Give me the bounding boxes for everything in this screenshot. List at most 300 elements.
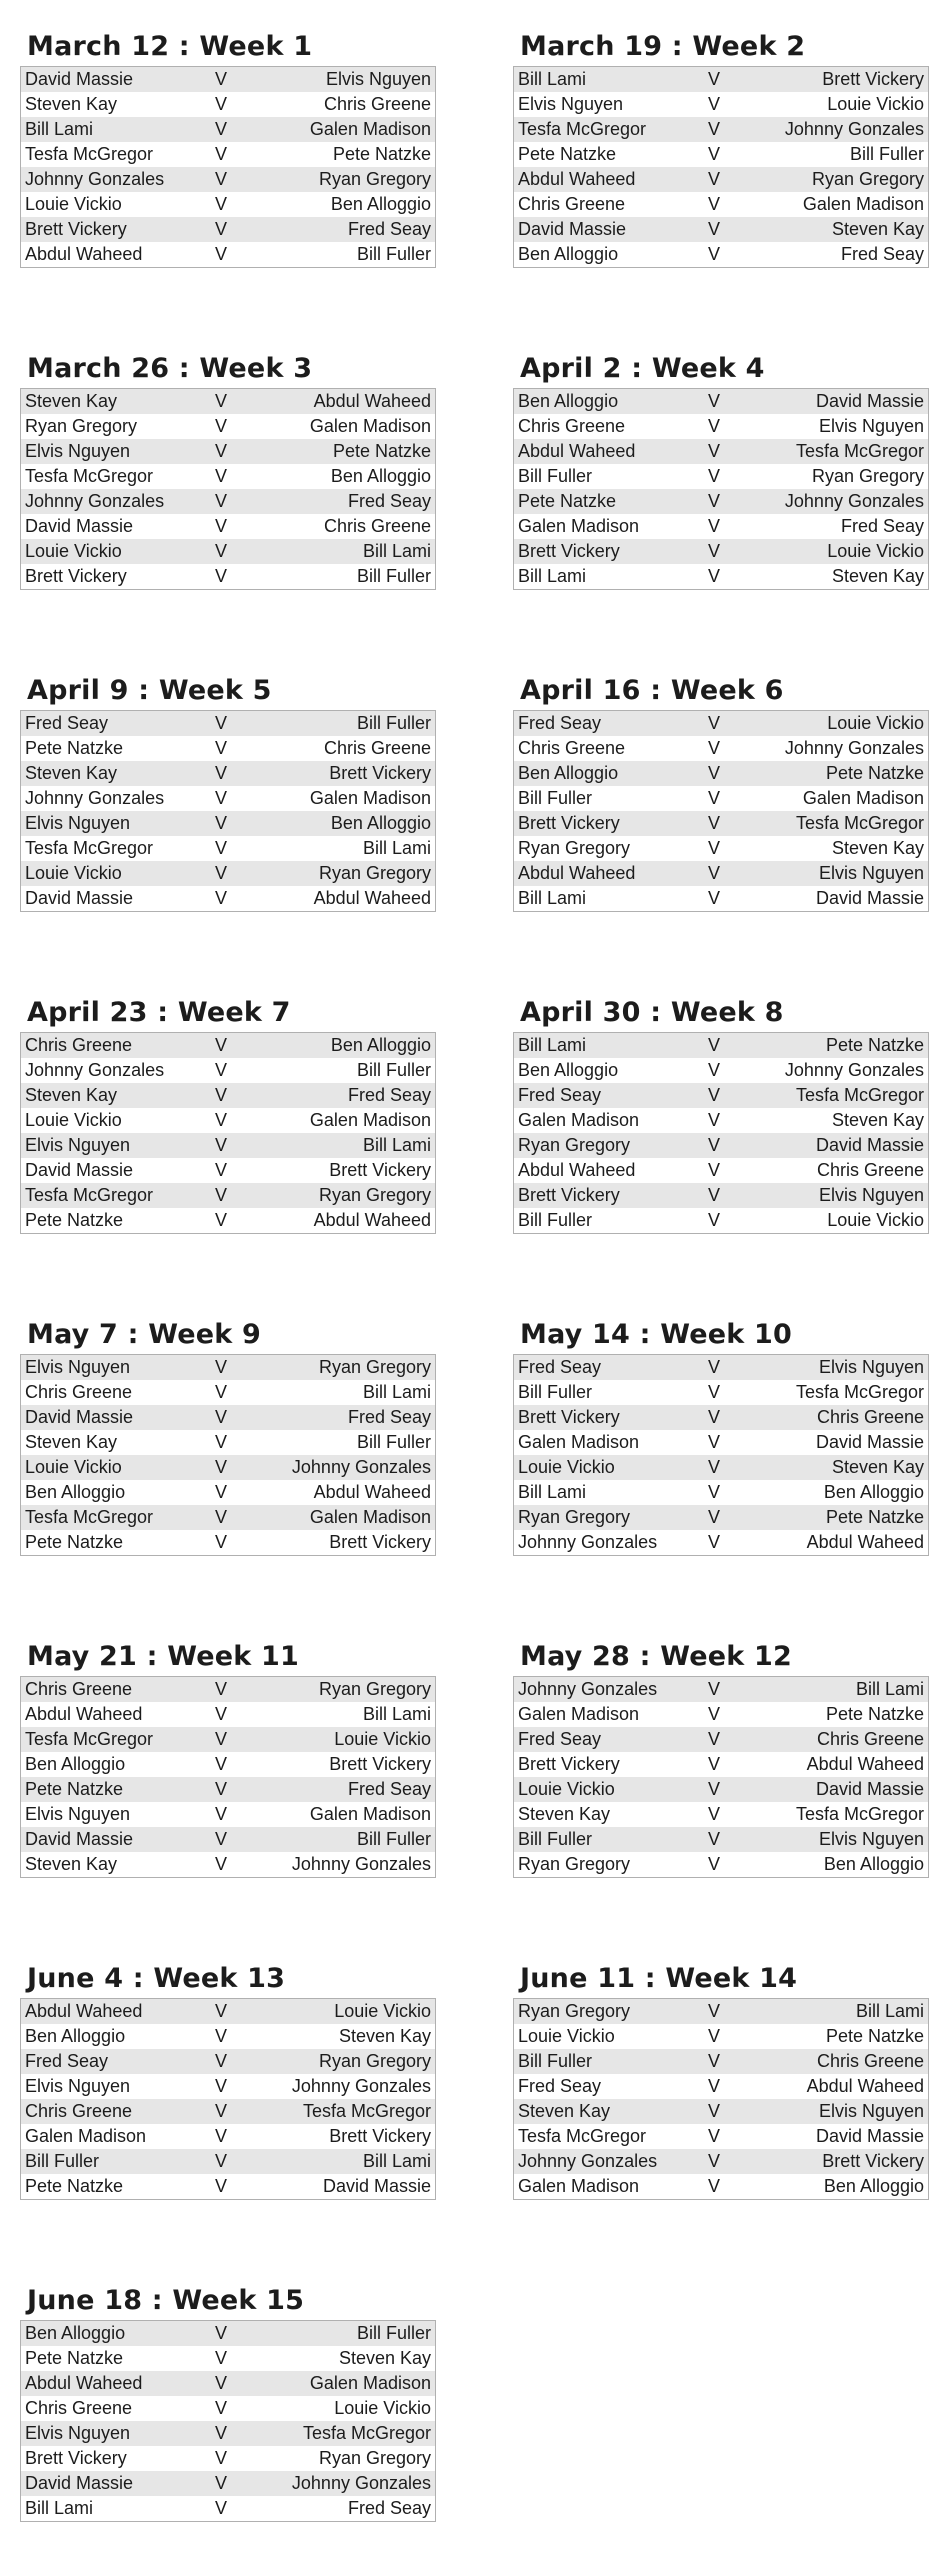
versus-marker: V	[193, 92, 249, 117]
versus-marker: V	[686, 1530, 742, 1556]
away-player: Steven Kay	[742, 564, 929, 590]
match-row	[514, 1355, 929, 1381]
away-player: Fred Seay	[742, 514, 929, 539]
match-row	[514, 2049, 929, 2074]
away-player: Ben Alloggio	[249, 1033, 436, 1059]
versus-marker: V	[686, 886, 742, 912]
away-player: Johnny Gonzales	[249, 2074, 436, 2099]
home-player: Tesfa McGregor	[21, 142, 194, 167]
home-player: Bill Fuller	[514, 1208, 687, 1234]
match-row	[514, 439, 929, 464]
away-player: Bill Fuller	[249, 564, 436, 590]
away-player: Ryan Gregory	[742, 167, 929, 192]
versus-marker: V	[686, 92, 742, 117]
match-row	[514, 167, 929, 192]
versus-marker: V	[686, 439, 742, 464]
away-player: Ryan Gregory	[249, 1355, 436, 1381]
away-player: Abdul Waheed	[249, 1480, 436, 1505]
versus-marker: V	[686, 117, 742, 142]
match-row	[514, 1727, 929, 1752]
versus-marker: V	[686, 1058, 742, 1083]
versus-marker: V	[193, 217, 249, 242]
versus-marker: V	[193, 2074, 249, 2099]
versus-marker: V	[686, 1480, 742, 1505]
match-row	[21, 1058, 436, 1083]
match-row	[21, 711, 436, 737]
match-row	[21, 1677, 436, 1703]
match-row	[21, 167, 436, 192]
versus-marker: V	[193, 2099, 249, 2124]
home-player: Ryan Gregory	[514, 1505, 687, 1530]
versus-marker: V	[193, 389, 249, 415]
match-row	[514, 1083, 929, 1108]
versus-marker: V	[193, 564, 249, 590]
versus-marker: V	[193, 67, 249, 93]
home-player: Fred Seay	[21, 711, 194, 737]
versus-marker: V	[686, 514, 742, 539]
away-player: Galen Madison	[742, 192, 929, 217]
versus-marker: V	[193, 1158, 249, 1183]
away-player: Johnny Gonzales	[742, 117, 929, 142]
match-row	[514, 736, 929, 761]
match-row	[514, 539, 929, 564]
home-player: David Massie	[21, 886, 194, 912]
away-player: Tesfa McGregor	[742, 1380, 929, 1405]
away-player: Abdul Waheed	[249, 389, 436, 415]
versus-marker: V	[193, 2174, 249, 2200]
away-player: Bill Fuller	[249, 242, 436, 268]
away-player: Pete Natzke	[742, 1505, 929, 1530]
away-player: David Massie	[742, 886, 929, 912]
versus-marker: V	[686, 142, 742, 167]
versus-marker: V	[193, 811, 249, 836]
away-player: Chris Greene	[249, 736, 436, 761]
away-player: David Massie	[742, 1777, 929, 1802]
away-player: Elvis Nguyen	[742, 1827, 929, 1852]
home-player: Ben Alloggio	[21, 1752, 194, 1777]
week-title: May 28 : Week 12	[520, 1641, 793, 1672]
away-player: Louie Vickio	[249, 2396, 436, 2421]
home-player: Johnny Gonzales	[21, 167, 194, 192]
home-player: Brett Vickery	[514, 1183, 687, 1208]
away-player: Ryan Gregory	[249, 1677, 436, 1703]
away-player: Pete Natzke	[249, 142, 436, 167]
versus-marker: V	[686, 217, 742, 242]
home-player: Galen Madison	[21, 2124, 194, 2149]
versus-marker: V	[686, 2174, 742, 2200]
away-player: Steven Kay	[249, 2346, 436, 2371]
versus-marker: V	[193, 2321, 249, 2347]
away-player: Louie Vickio	[742, 711, 929, 737]
home-player: Fred Seay	[514, 1083, 687, 1108]
match-row	[21, 2421, 436, 2446]
match-row	[514, 2174, 929, 2200]
versus-marker: V	[193, 1033, 249, 1059]
away-player: Johnny Gonzales	[249, 1455, 436, 1480]
versus-marker: V	[686, 1208, 742, 1234]
match-row	[514, 786, 929, 811]
away-player: Elvis Nguyen	[742, 861, 929, 886]
home-player: Brett Vickery	[514, 811, 687, 836]
versus-marker: V	[686, 1380, 742, 1405]
versus-marker: V	[686, 786, 742, 811]
home-player: David Massie	[21, 1827, 194, 1852]
match-row	[514, 67, 929, 93]
match-row	[514, 1677, 929, 1703]
match-row	[514, 514, 929, 539]
home-player: Ben Alloggio	[21, 2024, 194, 2049]
away-player: Chris Greene	[249, 514, 436, 539]
week-title: May 21 : Week 11	[27, 1641, 300, 1672]
away-player: Steven Kay	[742, 1108, 929, 1133]
home-player: David Massie	[21, 2471, 194, 2496]
match-row	[21, 1183, 436, 1208]
versus-marker: V	[193, 167, 249, 192]
versus-marker: V	[193, 886, 249, 912]
match-row	[514, 1802, 929, 1827]
home-player: Abdul Waheed	[514, 167, 687, 192]
away-player: Tesfa McGregor	[249, 2421, 436, 2446]
match-table	[513, 710, 929, 912]
away-player: Pete Natzke	[742, 1702, 929, 1727]
match-row	[21, 1355, 436, 1381]
match-row	[21, 1727, 436, 1752]
away-player: Johnny Gonzales	[742, 736, 929, 761]
week-title: April 23 : Week 7	[27, 997, 291, 1028]
home-player: Steven Kay	[21, 761, 194, 786]
match-row	[514, 92, 929, 117]
away-player: Ryan Gregory	[249, 2446, 436, 2471]
home-player: Tesfa McGregor	[21, 464, 194, 489]
away-player: Elvis Nguyen	[742, 1183, 929, 1208]
away-player: Galen Madison	[249, 117, 436, 142]
match-row	[21, 761, 436, 786]
match-row	[21, 117, 436, 142]
home-player: Johnny Gonzales	[514, 2149, 687, 2174]
match-row	[514, 1505, 929, 1530]
match-row	[514, 1033, 929, 1059]
away-player: Galen Madison	[742, 786, 929, 811]
home-player: Elvis Nguyen	[21, 1133, 194, 1158]
away-player: Bill Lami	[249, 1380, 436, 1405]
match-row	[514, 2099, 929, 2124]
home-player: Chris Greene	[21, 2396, 194, 2421]
match-row	[21, 1802, 436, 1827]
match-row	[21, 2396, 436, 2421]
home-player: Galen Madison	[514, 514, 687, 539]
versus-marker: V	[686, 861, 742, 886]
match-row	[21, 1530, 436, 1556]
versus-marker: V	[686, 1133, 742, 1158]
home-player: Bill Fuller	[514, 786, 687, 811]
versus-marker: V	[193, 786, 249, 811]
away-player: Galen Madison	[249, 1108, 436, 1133]
away-player: Louie Vickio	[249, 1727, 436, 1752]
home-player: Abdul Waheed	[514, 1158, 687, 1183]
away-player: Fred Seay	[249, 1405, 436, 1430]
home-player: Chris Greene	[514, 736, 687, 761]
match-row	[514, 192, 929, 217]
away-player: Tesfa McGregor	[742, 1802, 929, 1827]
home-player: Brett Vickery	[514, 539, 687, 564]
match-row	[21, 242, 436, 268]
versus-marker: V	[686, 67, 742, 93]
away-player: Chris Greene	[249, 92, 436, 117]
away-player: Galen Madison	[249, 414, 436, 439]
away-player: Bill Lami	[249, 1702, 436, 1727]
match-row	[514, 1380, 929, 1405]
versus-marker: V	[193, 2421, 249, 2446]
match-table	[513, 66, 929, 268]
away-player: Johnny Gonzales	[742, 1058, 929, 1083]
home-player: David Massie	[21, 1158, 194, 1183]
away-player: Tesfa McGregor	[742, 1083, 929, 1108]
home-player: Ryan Gregory	[514, 1133, 687, 1158]
away-player: Chris Greene	[742, 1405, 929, 1430]
week-title: May 14 : Week 10	[520, 1319, 793, 1350]
versus-marker: V	[193, 1777, 249, 1802]
away-player: Chris Greene	[742, 1727, 929, 1752]
versus-marker: V	[686, 811, 742, 836]
versus-marker: V	[686, 1827, 742, 1852]
home-player: Louie Vickio	[21, 1455, 194, 1480]
versus-marker: V	[686, 1355, 742, 1381]
match-table	[20, 710, 436, 912]
week-title: May 7 : Week 9	[27, 1319, 262, 1350]
match-row	[514, 1852, 929, 1878]
match-row	[21, 192, 436, 217]
match-row	[21, 564, 436, 590]
match-row	[514, 1455, 929, 1480]
versus-marker: V	[686, 2149, 742, 2174]
home-player: Steven Kay	[514, 2099, 687, 2124]
home-player: Bill Lami	[514, 67, 687, 93]
versus-marker: V	[193, 1677, 249, 1703]
away-player: Steven Kay	[742, 217, 929, 242]
versus-marker: V	[193, 1827, 249, 1852]
versus-marker: V	[686, 167, 742, 192]
match-row	[514, 389, 929, 415]
match-row	[21, 489, 436, 514]
versus-marker: V	[686, 1727, 742, 1752]
week-title: June 18 : Week 15	[27, 2285, 305, 2316]
home-player: Steven Kay	[21, 1430, 194, 1455]
away-player: Brett Vickery	[249, 2124, 436, 2149]
away-player: Fred Seay	[249, 2496, 436, 2522]
versus-marker: V	[193, 1702, 249, 1727]
match-row	[21, 389, 436, 415]
match-row	[514, 1827, 929, 1852]
home-player: David Massie	[21, 1405, 194, 1430]
versus-marker: V	[686, 736, 742, 761]
versus-marker: V	[193, 1058, 249, 1083]
versus-marker: V	[193, 464, 249, 489]
versus-marker: V	[193, 242, 249, 268]
match-row	[514, 1183, 929, 1208]
match-table	[20, 1676, 436, 1878]
week-title: March 26 : Week 3	[27, 353, 313, 384]
match-row	[21, 217, 436, 242]
away-player: Brett Vickery	[249, 761, 436, 786]
versus-marker: V	[686, 836, 742, 861]
match-row	[21, 2149, 436, 2174]
versus-marker: V	[686, 2124, 742, 2149]
home-player: Bill Lami	[514, 1033, 687, 1059]
match-row	[21, 92, 436, 117]
match-row	[514, 217, 929, 242]
match-table	[20, 66, 436, 268]
home-player: Galen Madison	[514, 1108, 687, 1133]
home-player: Bill Lami	[514, 1480, 687, 1505]
match-row	[21, 1480, 436, 1505]
match-row	[21, 1158, 436, 1183]
home-player: David Massie	[21, 514, 194, 539]
home-player: Ben Alloggio	[514, 761, 687, 786]
versus-marker: V	[193, 1802, 249, 1827]
match-row	[21, 1405, 436, 1430]
home-player: Chris Greene	[21, 1033, 194, 1059]
match-row	[21, 2124, 436, 2149]
home-player: Elvis Nguyen	[21, 811, 194, 836]
home-player: Fred Seay	[21, 2049, 194, 2074]
home-player: Galen Madison	[514, 2174, 687, 2200]
match-row	[21, 2049, 436, 2074]
home-player: Brett Vickery	[21, 217, 194, 242]
versus-marker: V	[686, 1108, 742, 1133]
week-title: April 2 : Week 4	[520, 353, 765, 384]
home-player: Brett Vickery	[514, 1752, 687, 1777]
home-player: Elvis Nguyen	[21, 1355, 194, 1381]
away-player: Ryan Gregory	[742, 464, 929, 489]
away-player: Ben Alloggio	[742, 1852, 929, 1878]
versus-marker: V	[193, 1430, 249, 1455]
versus-marker: V	[686, 1802, 742, 1827]
home-player: Louie Vickio	[514, 1455, 687, 1480]
versus-marker: V	[193, 142, 249, 167]
versus-marker: V	[686, 1430, 742, 1455]
home-player: Bill Fuller	[514, 2049, 687, 2074]
versus-marker: V	[193, 2346, 249, 2371]
versus-marker: V	[193, 1108, 249, 1133]
match-row	[514, 861, 929, 886]
home-player: Chris Greene	[514, 192, 687, 217]
versus-marker: V	[193, 1405, 249, 1430]
away-player: Elvis Nguyen	[742, 1355, 929, 1381]
away-player: Ryan Gregory	[249, 861, 436, 886]
away-player: Abdul Waheed	[742, 2074, 929, 2099]
away-player: Tesfa McGregor	[742, 439, 929, 464]
home-player: Bill Fuller	[514, 1827, 687, 1852]
match-row	[514, 1158, 929, 1183]
home-player: Johnny Gonzales	[21, 1058, 194, 1083]
versus-marker: V	[686, 1777, 742, 1802]
away-player: Pete Natzke	[742, 1033, 929, 1059]
home-player: Galen Madison	[514, 1430, 687, 1455]
home-player: Pete Natzke	[514, 489, 687, 514]
week-title: March 12 : Week 1	[27, 31, 313, 62]
away-player: Bill Fuller	[249, 711, 436, 737]
home-player: Bill Fuller	[21, 2149, 194, 2174]
match-row	[21, 2074, 436, 2099]
match-table	[513, 1676, 929, 1878]
versus-marker: V	[686, 1033, 742, 1059]
match-row	[21, 836, 436, 861]
match-row	[514, 811, 929, 836]
away-player: Ben Alloggio	[249, 464, 436, 489]
match-row	[514, 1999, 929, 2025]
versus-marker: V	[686, 192, 742, 217]
match-row	[514, 1405, 929, 1430]
away-player: Johnny Gonzales	[742, 489, 929, 514]
home-player: David Massie	[21, 67, 194, 93]
match-row	[514, 1702, 929, 1727]
match-table	[20, 1032, 436, 1234]
versus-marker: V	[193, 2371, 249, 2396]
away-player: Abdul Waheed	[742, 1530, 929, 1556]
match-row	[514, 1108, 929, 1133]
match-row	[21, 2496, 436, 2522]
away-player: David Massie	[742, 2124, 929, 2149]
versus-marker: V	[193, 2149, 249, 2174]
home-player: Steven Kay	[21, 1083, 194, 1108]
home-player: Fred Seay	[514, 711, 687, 737]
versus-marker: V	[193, 2396, 249, 2421]
away-player: Bill Fuller	[249, 1430, 436, 1455]
home-player: Johnny Gonzales	[21, 786, 194, 811]
match-row	[21, 1430, 436, 1455]
away-player: Brett Vickery	[742, 67, 929, 93]
away-player: Louie Vickio	[742, 539, 929, 564]
match-row	[21, 1505, 436, 1530]
away-player: Galen Madison	[249, 1505, 436, 1530]
home-player: Chris Greene	[21, 1380, 194, 1405]
match-table	[513, 1998, 929, 2200]
match-row	[21, 1852, 436, 1878]
match-row	[21, 1777, 436, 1802]
versus-marker: V	[686, 1455, 742, 1480]
home-player: Johnny Gonzales	[514, 1530, 687, 1556]
away-player: Ben Alloggio	[742, 2174, 929, 2200]
match-row	[21, 1108, 436, 1133]
away-player: Ben Alloggio	[249, 192, 436, 217]
versus-marker: V	[193, 439, 249, 464]
versus-marker: V	[193, 1505, 249, 1530]
match-row	[514, 414, 929, 439]
home-player: Tesfa McGregor	[21, 836, 194, 861]
home-player: Fred Seay	[514, 2074, 687, 2099]
home-player: Ben Alloggio	[514, 1058, 687, 1083]
versus-marker: V	[686, 761, 742, 786]
match-row	[514, 886, 929, 912]
home-player: Bill Lami	[21, 2496, 194, 2522]
match-row	[21, 1752, 436, 1777]
home-player: Ben Alloggio	[21, 1480, 194, 1505]
match-row	[514, 117, 929, 142]
away-player: Abdul Waheed	[742, 1752, 929, 1777]
versus-marker: V	[686, 1505, 742, 1530]
away-player: Bill Lami	[249, 2149, 436, 2174]
away-player: Galen Madison	[249, 786, 436, 811]
versus-marker: V	[193, 1999, 249, 2025]
away-player: Ben Alloggio	[742, 1480, 929, 1505]
match-row	[21, 1999, 436, 2025]
versus-marker: V	[686, 1158, 742, 1183]
home-player: Pete Natzke	[21, 2174, 194, 2200]
away-player: Pete Natzke	[742, 2024, 929, 2049]
away-player: Johnny Gonzales	[249, 2471, 436, 2496]
versus-marker: V	[686, 2099, 742, 2124]
away-player: Elvis Nguyen	[249, 67, 436, 93]
